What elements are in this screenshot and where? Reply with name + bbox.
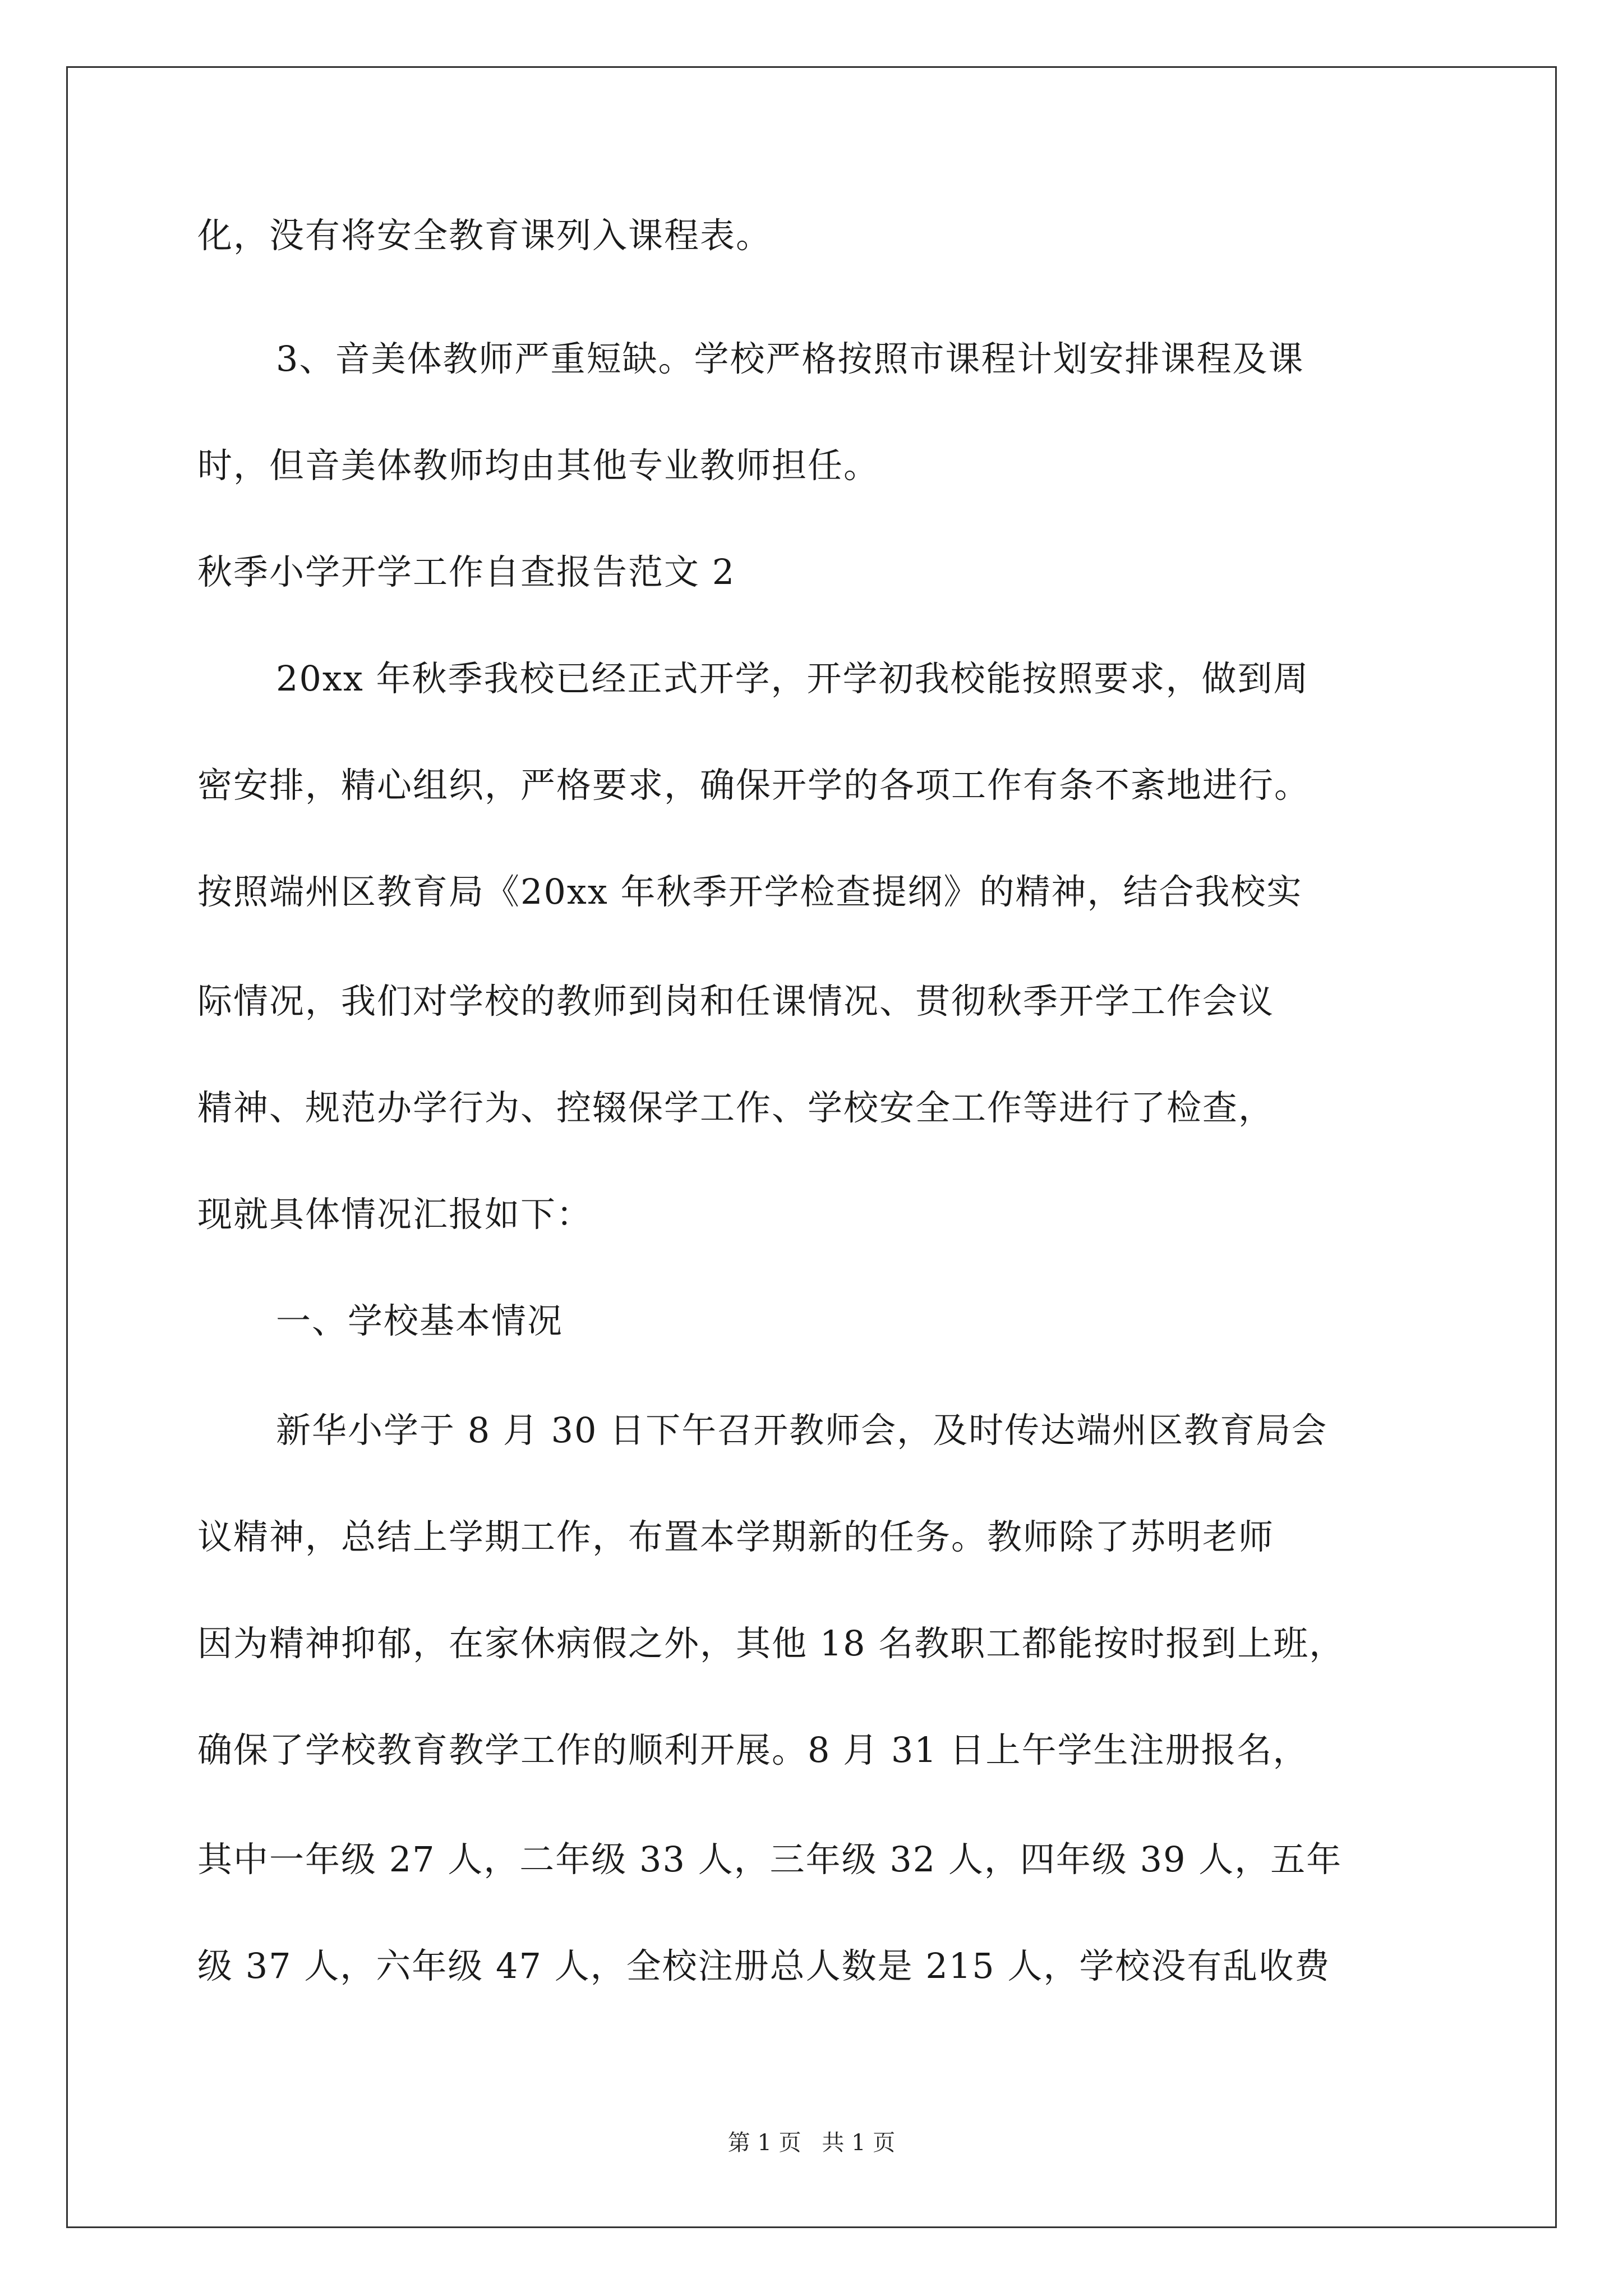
text-line-2: 3、音美体教师严重短缺。学校严格按照市课程计划安排课程及课 — [276, 338, 1304, 379]
text-line-16: 其中一年级 27 人，二年级 33 人，三年级 32 人，四年级 39 人，五年 — [197, 1839, 1343, 1880]
text-line-6: 密安排，精心组织，严格要求，确保开学的各项工作有条不紊地进行。 — [197, 765, 1311, 806]
page-footer — [0, 2129, 1623, 2157]
page-total: 共 1 页 — [822, 2130, 896, 2156]
text-line-9: 精神、规范办学行为、控辍保学工作、学校安全工作等进行了检查， — [197, 1087, 1275, 1128]
text-line-10: 现就具体情况汇报如下： — [197, 1194, 593, 1235]
text-line-12: 新华小学于 8 月 30 日下午召开教师会，及时传达端州区教育局会 — [276, 1410, 1328, 1451]
text-line-8: 际情况，我们对学校的教师到岗和任课情况、贯彻秋季开学工作会议 — [197, 981, 1275, 1022]
text-line-1: 化，没有将安全教育课列入课程表。 — [197, 215, 772, 256]
text-line-3: 时，但音美体教师均由其他专业教师担任。 — [197, 445, 880, 486]
text-line-13: 议精神，总结上学期工作，布置本学期新的任务。教师除了苏明老师 — [197, 1516, 1275, 1557]
text-line-17: 级 37 人，六年级 47 人，全校注册总人数是 215 人，学校没有乱收费 — [197, 1945, 1331, 1986]
subsection-heading: 一、学校基本情况 — [276, 1300, 564, 1341]
text-line-7: 按照端州区教育局《20xx 年秋季开学检查提纲》的精神，结合我校实 — [197, 871, 1303, 912]
text-line-5: 20xx 年秋季我校已经正式开学，开学初我校能按照要求，做到周 — [276, 658, 1310, 699]
page-border — [66, 66, 1557, 2228]
section-heading: 秋季小学开学工作自查报告范文 2 — [197, 551, 736, 592]
text-line-15: 确保了学校教育教学工作的顺利开展。8 月 31 日上午学生注册报名， — [197, 1729, 1309, 1770]
page-number: 第 1 页 — [727, 2130, 801, 2156]
text-line-14: 因为精神抑郁，在家休病假之外，其他 18 名教职工都能按时报到上班， — [197, 1623, 1345, 1664]
